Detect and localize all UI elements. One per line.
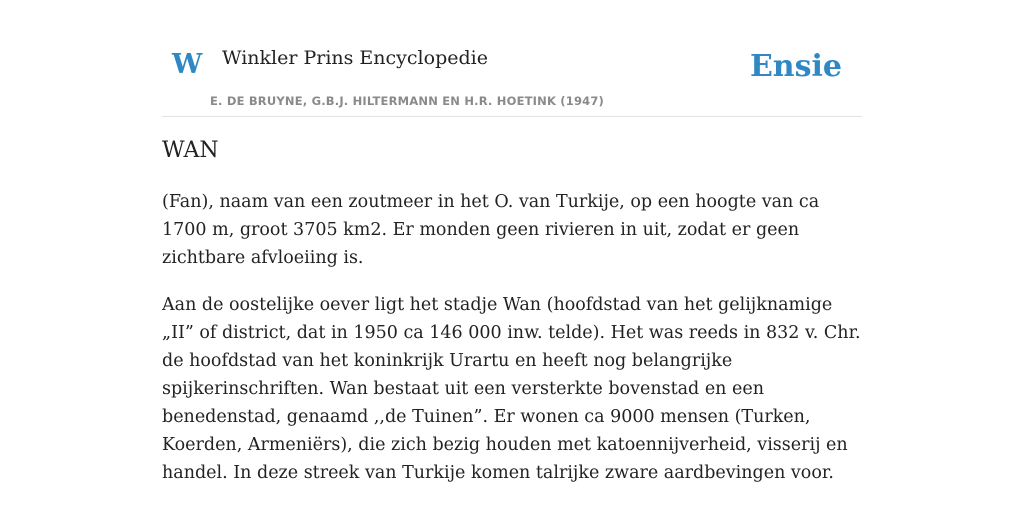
entry-paragraph-2: Aan de oostelijke oever ligt het stadje Wan (hoofdstad van het gelijknamige „II” of district, dat in 1950 ca 146 000 inw. telde). Het was reeds in 832 v. Chr. de hoofdstad van het koninkrijk Urartu en heeft nog belangrijke spijkerinschriften. Wan bestaat uit een versterkte bovenstad en een benedenstad, genaamd ,,de Tuinen”. Er wonen ca 9000 mensen (Turken, Koerden, Armeniërs), die zich bezig houden met katoennijverheid, visserij en handel. In deze streek van Turkije komen talrijke zware aardbevingen voor. [162, 295, 861, 484]
entry-content [162, 138, 862, 487]
source-title[interactable]: Winkler Prins Encyclopedie [222, 47, 488, 69]
brand-logo[interactable]: Ensie [749, 49, 842, 84]
entry-title: WAN [162, 138, 219, 163]
entry-paragraph-1: (Fan), naam van een zoutmeer in het O. van Turkije, op een hoogte van ca 1700 m, groot 3705 km2. Er monden geen rivieren in uit, zodat er geen zichtbare afvloeiing is. [162, 192, 820, 269]
page-header [162, 0, 862, 117]
source-logo[interactable]: W [172, 49, 203, 80]
source-authors: E. DE BRUYNE, G.B.J. HILTERMANN EN H.R. HOETINK (1947) [210, 94, 605, 108]
